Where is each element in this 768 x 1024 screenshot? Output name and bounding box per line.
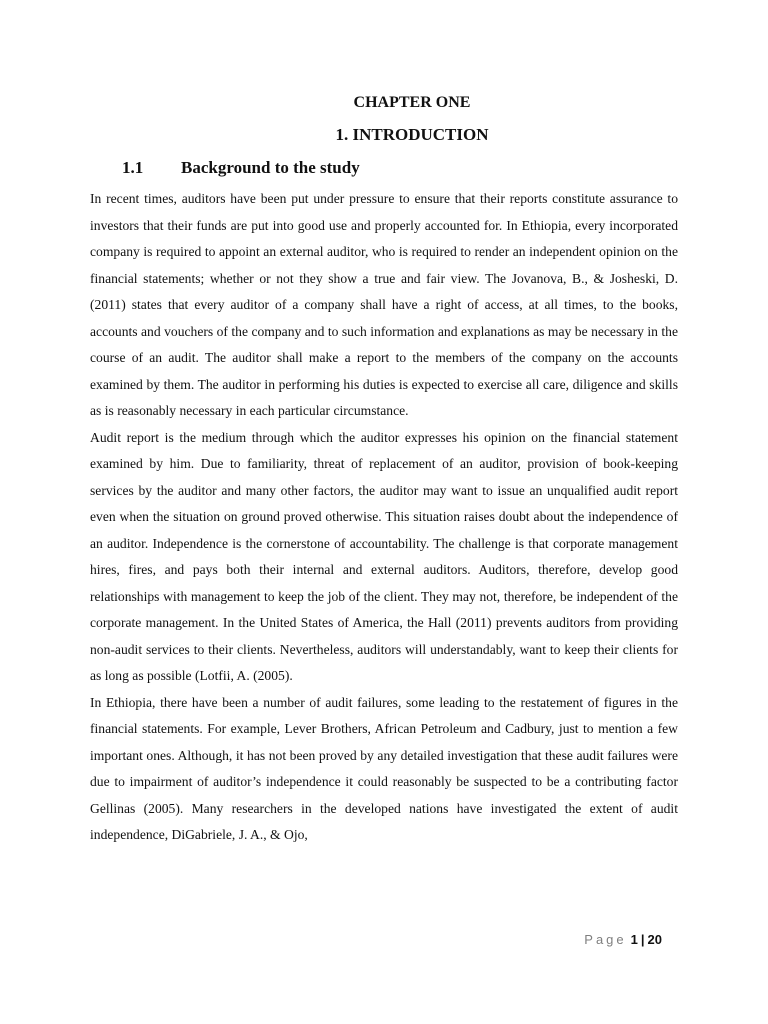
page-word: Page <box>584 932 627 947</box>
paragraph-3: In Ethiopia, there have been a number of audit failures, some leading to the restatement of figures in the financial statements. For example, Lever Brothers, African Petroleum and Cadbury, just to mention a few important ones. Although, it has not been proved by any detailed investigation that these audit failures were due to impairment of auditor’s independence it could reasonably be suspected to be a contributing factor Gellinas (2005). Many researchers in the developed nations have investigated the extent of audit independence, DiGabriele, J. A., & Ojo, <box>90 694 678 842</box>
page-footer <box>584 930 662 950</box>
chapter-label: CHAPTER ONE <box>353 94 471 111</box>
page-number: 1 <box>630 932 638 947</box>
chapter-title: 1. INTRODUCTION <box>335 125 489 144</box>
page-total: 20 <box>647 932 662 947</box>
body-text <box>90 186 678 849</box>
section-title: Background to the study <box>181 158 360 177</box>
page-separator: | <box>640 932 645 947</box>
section-number: 1.1 <box>122 158 144 177</box>
section-heading <box>122 156 360 180</box>
paragraph-2: Audit report is the medium through which the auditor expresses his opinion on the financial statement examined by him. Due to familiarity, threat of replacement of an auditor, provision of book-keeping services by the auditor and many other factors, the auditor may want to issue an unqualified audit report even when the situation on ground proved otherwise. This situation raises doubt about the independence of an auditor. Independence is the cornerstone of accountability. The challenge is that corporate management hires, fires, and pays both their internal and external auditors. Auditors, therefore, develop good relationships with management to keep the job of the client. They may not, therefore, be independent of the corporate management. In the United States of America, the Hall (2011) prevents auditors from providing non-audit services to their clients. Nevertheless, auditors will understandably, want to keep their clients for as long as possible (Lotfii, A. (2005). <box>90 429 678 683</box>
paragraph-1: In recent times, auditors have been put under pressure to ensure that their reports constitute assurance to investors that their funds are put into good use and properly accounted for. In Ethiopia, every incorporated company is required to appoint an external auditor, who is required to render an independent opinion on the financial statements; whether or not they show a true and fair view. The Jovanova, B., & Josheski, D. (2011) states that every auditor of a company shall have a right of access, at all times, to the books, accounts and vouchers of the company and to such information and explanations as may be necessary in the course of an audit. The auditor shall make a report to the members of the company on the accounts examined by them. The auditor in performing his duties is expected to exercise all care, diligence and skills as is reasonably necessary in each particular circumstance. <box>90 191 678 418</box>
